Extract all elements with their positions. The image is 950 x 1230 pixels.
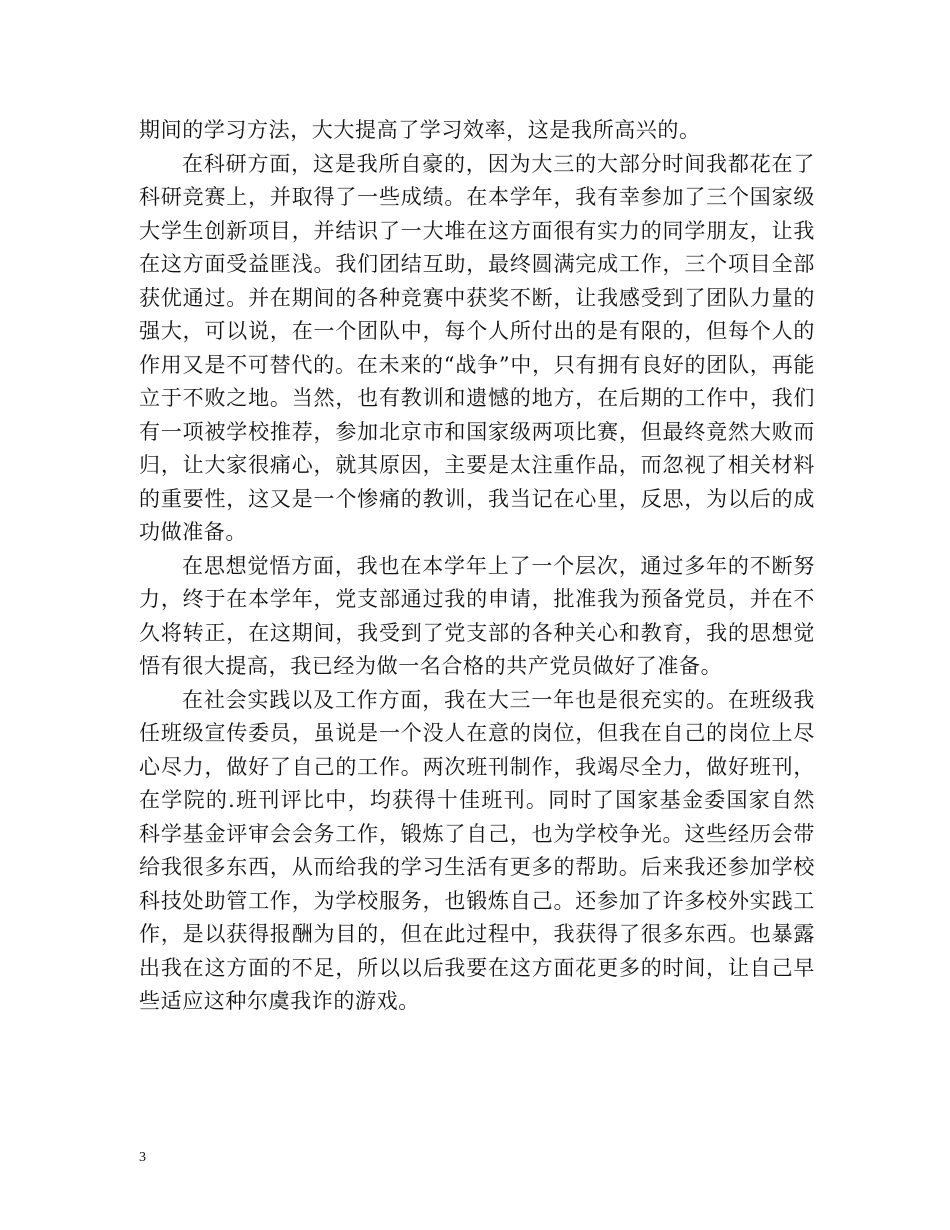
paragraph-social-practice: 在社会实践以及工作方面，我在大三一年也是很充实的。在班级我任班级宣传委员，虽说是一个没人在意的岗位，但我在自己的岗位上尽心尽力，做好了自己的工作。两次班刊制作，我竭尽全力，做好班刊，在学院的.班刊评比中，均获得十佳班刊。同时了国家基金委国家自然科学基金评审会会务工作，锻炼了自己，也为学校争光。这些经历会带给我很多东西，从而给我的学习生活有更多的帮助。后来我还参加学校科技处助管工作，为学校服务，也锻炼自己。还参加了许多校外实践工作，是以获得报酬为目的，但在此过程中，我获得了很多东西。也暴露出我在这方面的不足，所以以后我要在这方面花更多的时间，让自己早些适应这种尔虞我诈的游戏。 bbox=[139, 687, 815, 1013]
paragraph-ideology: 在思想觉悟方面，我也在本学年上了一个层次，通过多年的不断努力，终于在本学年，党支部通过我的申请，批准我为预备党员，并在不久将转正，在这期间，我受到了党支部的各种关心和教育，我的思想觉悟有很大提高，我已经为做一名合格的共产党员做好了准备。 bbox=[139, 553, 815, 678]
document-body bbox=[139, 114, 815, 1019]
paragraph-continuation: 期间的学习方法，大大提高了学习效率，这是我所高兴的。 bbox=[139, 118, 701, 142]
page-number: 3 bbox=[139, 1150, 146, 1165]
paragraph-research: 在科研方面，这是我所自豪的，因为大三的大部分时间我都花在了科研竞赛上，并取得了一些成绩。在本学年，我有幸参加了三个国家级大学生创新项目，并结识了一大堆在这方面很有实力的同学朋友，让我在这方面受益匪浅。我们团结互助，最终圆满完成工作，三个项目全部获优通过。并在期间的各种竞赛中获奖不断，让我感受到了团队力量的强大，可以说，在一个团队中，每个人所付出的是有限的，但每个人的作用又是不可替代的。在未来的“战争”中，只有拥有良好的团队，再能立于不败之地。当然，也有教训和遗憾的地方，在后期的工作中，我们有一项被学校推荐，参加北京市和国家级两项比赛，但最终竟然大败而归，让大家很痛心，就其原因，主要是太注重作品，而忽视了相关材料的重要性，这又是一个惨痛的教训，我当记在心里，反思，为以后的成功做准备。 bbox=[139, 151, 815, 544]
